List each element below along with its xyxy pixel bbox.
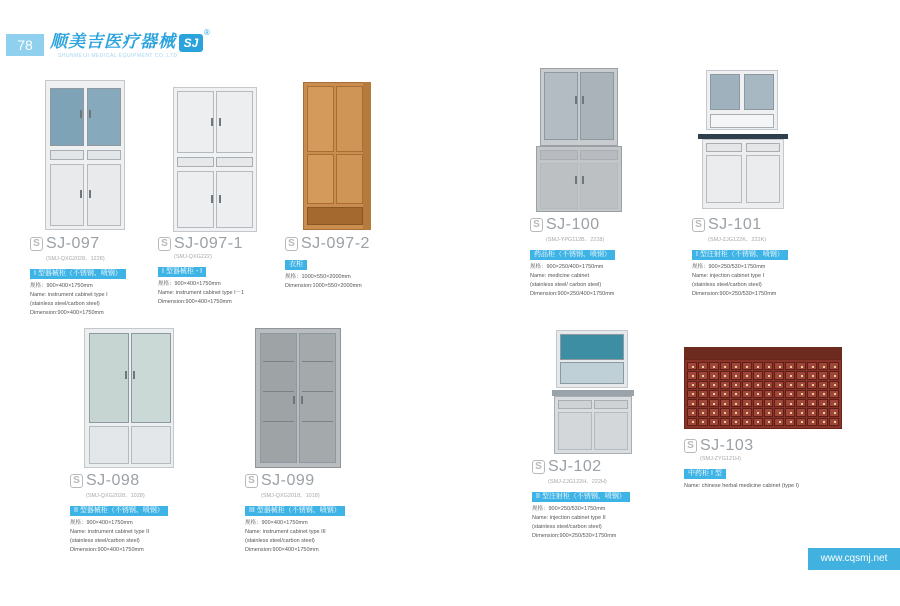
herb-drawer [753,408,763,416]
herb-drawer [687,408,697,416]
category-tag: I 型器械柜（不锈钢、喷钢） [30,269,126,279]
herb-drawer [731,408,741,416]
herb-drawer [829,390,839,398]
herb-drawer [818,381,828,389]
herb-drawer [774,399,784,407]
herb-drawer [829,399,839,407]
category-tag: I 型注射柜（不锈钢、喷钢） [692,250,788,260]
herb-drawer [807,408,817,416]
herb-drawer [687,381,697,389]
herb-drawer [731,381,741,389]
spec-line: Name: instrument cabinet type I－1 [158,290,245,296]
product-sj-097-2 [285,80,395,291]
herb-drawer [731,390,741,398]
herb-drawer [698,408,708,416]
herb-drawer [796,418,806,426]
herb-drawer [720,418,730,426]
herb-drawer [764,362,774,370]
herb-drawer [764,381,774,389]
brand-s-icon: S [158,237,171,251]
spec-line: Name: medicine cabinet [530,273,590,279]
spec-line: Dimension:900×400×1750mm [245,547,319,553]
spec-line: 规格：900×400×1750mm [30,283,93,289]
spec-line: 规格：900×400×1750mm [158,281,221,287]
herb-drawer [687,418,697,426]
herb-drawer [709,408,719,416]
cabinet-image [30,80,140,235]
spec-line: Dimension:900×250/400×1750mm [530,291,615,297]
herb-drawer [709,362,719,370]
herb-drawer [753,399,763,407]
spec-line: Dimension:900×400×1750mm [70,547,144,553]
herb-drawer [785,390,795,398]
registered-mark: ® [204,28,210,37]
model-code: (SMJ-ZYG121H) [700,456,741,462]
herb-drawer [698,371,708,379]
herb-drawer [774,362,784,370]
model-number: SJ-101 [708,216,762,233]
spec-line: (stainless steel/carbon steel) [692,282,762,288]
herb-drawer [785,362,795,370]
herb-drawer [709,418,719,426]
category-tag: III 型器械柜（不锈钢、喷钢） [245,506,345,516]
brand-emblem: SJ [179,34,203,52]
herb-drawer [698,362,708,370]
herb-drawer [807,418,817,426]
model-number: SJ-097-2 [301,235,370,252]
herb-drawer [742,399,752,407]
brand-s-icon: S [684,439,697,453]
herb-drawer [829,381,839,389]
spec-line: 规格：1000×550×2000mm [285,274,351,280]
herb-drawer [818,362,828,370]
brand-english-name: SHUNMEIJI MEDICAL EQUIPMENT CO.,LTD [58,53,178,59]
herb-drawer [742,418,752,426]
herb-drawer [720,390,730,398]
herb-drawer [742,381,752,389]
herb-drawer [829,362,839,370]
herb-drawer [785,399,795,407]
herb-drawer [796,408,806,416]
herb-drawer [720,381,730,389]
spec-line: (stainless steel/carbon steel) [245,538,315,544]
spec-line: Name: injection cabinet type II [532,515,606,521]
brand-s-icon: S [530,218,543,232]
product-sj-097 [30,80,140,318]
herb-drawer [709,381,719,389]
model-code: (SMJ-YPG112B、2228) [546,237,605,243]
cabinet-image [245,326,355,472]
model-number: SJ-097-1 [174,235,243,252]
herb-drawer [807,399,817,407]
product-sj-098 [70,326,180,555]
category-tag: 中药柜 I 型 [684,469,726,479]
herb-drawer [774,371,784,379]
herb-drawer [818,371,828,379]
spec-line: Name: chinese herbal medicine cabinet (type I) [684,483,799,489]
herb-drawer [742,362,752,370]
herb-drawer [796,362,806,370]
wardrobe-image [285,80,395,235]
herb-drawer [698,381,708,389]
cabinet-image [70,326,180,472]
brand-s-icon: S [245,474,258,488]
herbal-cabinet-image [684,345,844,433]
model-number: SJ-100 [546,216,600,233]
product-sj-103 [684,345,844,491]
herb-drawer [764,418,774,426]
herb-drawer [742,408,752,416]
brand-s-icon: S [70,474,83,488]
herb-drawer [796,371,806,379]
herb-drawer [807,371,817,379]
herb-drawer [731,399,741,407]
herb-drawer [720,408,730,416]
herb-drawer [774,408,784,416]
herb-drawer [785,381,795,389]
category-tag: II 型注射柜（不锈钢、喷钢） [532,492,630,502]
herb-drawer [796,399,806,407]
category-tag: I 型器械柜 - I [158,267,206,277]
herb-drawer [687,390,697,398]
cabinet-image [158,80,268,235]
herb-drawer [709,371,719,379]
herb-drawer [829,418,839,426]
brand-name: 顺美吉医疗器械 [50,32,176,51]
brand-s-icon: S [30,237,43,251]
brand-s-icon: S [532,460,545,474]
cabinet-image [530,66,640,216]
model-code: (SMJ-ZJG122H、222H) [548,479,607,485]
herb-drawer [818,418,828,426]
herb-drawer [785,408,795,416]
model-number: SJ-098 [86,472,140,489]
herb-drawer [698,390,708,398]
product-sj-101 [692,66,802,299]
brand-logo [50,28,210,52]
herb-drawer [687,371,697,379]
herb-drawer [774,418,784,426]
herb-drawer [698,418,708,426]
spec-line: Dimension:900×250/530×1750mm [532,533,617,539]
product-sj-099 [245,326,355,555]
spec-line: 规格：900×250/400×1750mm [530,264,604,270]
herb-drawer [818,399,828,407]
spec-line: Name: instrument cabinet type I [30,292,108,298]
herb-drawer [687,399,697,407]
model-code: (SMJ-QXG2018、1018) [261,493,320,499]
herb-drawer [774,381,784,389]
model-code: (SMJ-QXG222) [174,254,212,260]
herb-drawer [807,381,817,389]
cabinet-image [692,66,802,216]
spec-line: Dimension:900×250/530×1750mm [692,291,777,297]
spec-line: Name: instrument cabinet type III [245,529,326,535]
herb-drawer [753,362,763,370]
model-number: SJ-102 [548,458,602,475]
herb-drawer [742,371,752,379]
herb-drawer [764,399,774,407]
herb-drawer [731,371,741,379]
herb-drawer [764,408,774,416]
herb-drawer [829,371,839,379]
spec-line: 规格：900×250/530×1750mm [692,264,766,270]
herb-drawer [807,390,817,398]
category-tag: II 型器械柜（不锈钢、喷钢） [70,506,168,516]
herb-drawer [753,381,763,389]
herb-drawer [709,390,719,398]
herb-drawer [764,371,774,379]
model-number: SJ-103 [700,437,754,454]
model-code: (SMJ-QXG2028、1228) [46,256,105,262]
spec-line: 规格：900×400×1750mm [245,520,308,526]
product-sj-097-1 [158,80,268,307]
herb-drawer [796,390,806,398]
spec-line: Name: injection cabinet type I [692,273,765,279]
herb-drawer [818,390,828,398]
model-number: SJ-097 [46,235,100,252]
herb-drawer [796,381,806,389]
herb-drawer [753,371,763,379]
herb-drawer [785,418,795,426]
category-tag: 衣柜 [285,260,307,270]
spec-line: Name: instrument cabinet type II [70,529,150,535]
herb-drawer [753,418,763,426]
spec-line: 规格：900×400×1750mm [70,520,133,526]
spec-line: (stainless steel/ carbon steel) [530,282,602,288]
herb-drawer [774,390,784,398]
herb-drawer [720,371,730,379]
herb-drawer [753,390,763,398]
model-code: (SMJ-QXG2028、1028) [86,493,145,499]
brand-s-icon: S [285,237,298,251]
herb-drawer [807,362,817,370]
brand-s-icon: S [692,218,705,232]
herb-drawer [731,418,741,426]
spec-line: 规格：900×250/530×1750mm [532,506,606,512]
herb-drawer [785,371,795,379]
herb-drawer [720,362,730,370]
herb-drawer [764,390,774,398]
spec-line: (stainless steel/carbon steel) [30,301,100,307]
spec-line: Dimension:900×400×1750mm [30,310,104,316]
product-sj-100 [530,66,640,299]
herb-drawer [687,362,697,370]
spec-line: Dimension:900×400×1750mm [158,299,232,305]
model-code: (SMJ-ZJG122K、222K) [708,237,767,243]
herb-drawer [818,408,828,416]
herb-drawer [731,362,741,370]
herb-drawer [829,408,839,416]
spec-line: (stainless steel/carbon steel) [70,538,140,544]
spec-line: (stainless steel/carbon steel) [532,524,602,530]
category-tag: 药品柜（不锈钢、喷钢） [530,250,615,260]
herb-drawer [709,399,719,407]
herb-drawer [698,399,708,407]
page-number: 78 [6,34,44,56]
herb-drawer [720,399,730,407]
website-url[interactable]: www.cqsmj.net [808,548,900,570]
cabinet-image [532,330,642,458]
model-number: SJ-099 [261,472,315,489]
product-sj-102 [532,330,642,541]
herb-drawer [742,390,752,398]
spec-line: Dimension:1000×550×2000mm [285,283,362,289]
